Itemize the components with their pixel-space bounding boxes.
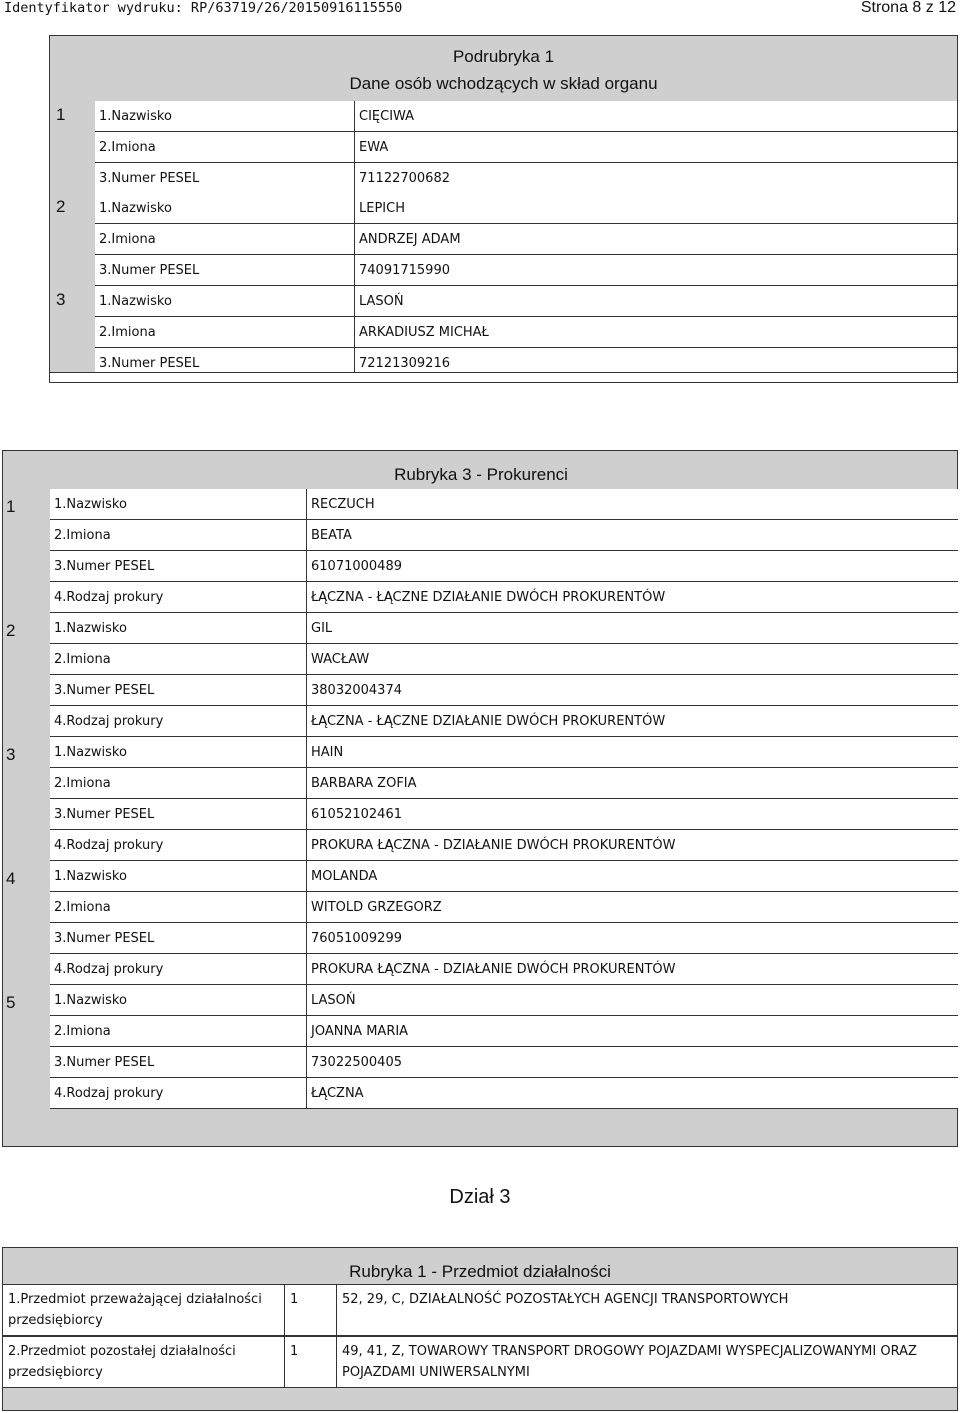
field-label: 3.Numer PESEL (50, 799, 307, 830)
field-value: 71122700682 (355, 163, 957, 194)
field-label: 2.Imiona (95, 132, 355, 163)
field-label: 4.Rodzaj prokury (50, 582, 307, 613)
field-value: 61052102461 (307, 799, 958, 830)
section-title: Rubryka 1 - Przedmiot działalności (349, 1262, 611, 1281)
field-value: PROKURA ŁĄCZNA - DZIAŁANIE DWÓCH PROKURENTÓW (307, 830, 958, 861)
field-label: 2.Imiona (95, 224, 355, 255)
table-row (50, 582, 958, 613)
table-row (95, 193, 957, 224)
field-value: JOANNA MARIA (307, 1016, 958, 1047)
person-number: 3 (6, 745, 16, 764)
person-number: 2 (56, 197, 66, 216)
activity-label-line2: przedsiębiorcy (8, 1313, 103, 1328)
field-value: RECZUCH (307, 489, 958, 520)
table-row (50, 489, 958, 520)
person-number: 1 (6, 497, 16, 516)
table-row (50, 768, 958, 799)
table-row (50, 551, 958, 582)
field-label: 4.Rodzaj prokury (50, 1078, 307, 1109)
field-value: MOLANDA (307, 861, 958, 892)
print-identifier: Identyfikator wydruku: RP/63719/26/20150916115550 (4, 0, 403, 16)
table-row (50, 923, 958, 954)
table-row (50, 520, 958, 551)
field-label: 1.Nazwisko (50, 861, 307, 892)
field-value: HAIN (307, 737, 958, 768)
field-value: 61071000489 (307, 551, 958, 582)
field-label: 1.Nazwisko (50, 613, 307, 644)
field-label: 4.Rodzaj prokury (50, 830, 307, 861)
field-label: 2.Imiona (50, 892, 307, 923)
activity-value-line1: 52, 29, C, DZIAŁALNOŚĆ POZOSTAŁYCH AGENCJI TRANSPORTOWYCH (342, 1292, 789, 1307)
field-label: 1.Nazwisko (95, 193, 355, 224)
field-value: ŁĄCZNA - ŁĄCZNE DZIAŁANIE DWÓCH PROKURENTÓW (307, 706, 958, 737)
section-subtitle: Dane osób wchodzących w skład organu (349, 74, 658, 93)
field-label: 3.Numer PESEL (95, 348, 355, 379)
field-label: 3.Numer PESEL (50, 923, 307, 954)
table-row (50, 954, 958, 985)
activity-label-line1: 1.Przedmiot przeważającej działalności (8, 1292, 262, 1307)
activity-label-line2: przedsiębiorcy (8, 1365, 103, 1380)
page-number: Strona 8 z 12 (860, 0, 956, 16)
field-value: LASOŃ (307, 985, 958, 1016)
table-row (95, 101, 957, 132)
person-number: 5 (6, 993, 16, 1012)
field-label: 1.Nazwisko (50, 737, 307, 768)
table-row (50, 1047, 958, 1078)
table-row (50, 1078, 958, 1109)
field-value: LASOŃ (355, 286, 957, 317)
activity-label (2, 1284, 285, 1336)
field-label: 3.Numer PESEL (95, 255, 355, 286)
field-value: GIL (307, 613, 958, 644)
field-label: 3.Numer PESEL (50, 551, 307, 582)
section-title: Podrubryka 1 (452, 47, 555, 66)
field-value: ANDRZEJ ADAM (355, 224, 957, 255)
field-value: PROKURA ŁĄCZNA - DZIAŁANIE DWÓCH PROKURENTÓW (307, 954, 958, 985)
activity-value (336, 1336, 958, 1388)
field-value: EWA (355, 132, 957, 163)
field-value: ARKADIUSZ MICHAŁ (355, 317, 957, 348)
person-number: 1 (56, 105, 66, 124)
table-row (50, 613, 958, 644)
table-row (50, 985, 958, 1016)
activity-value-line2: POJAZDAMI UNIWERSALNYMI (342, 1365, 530, 1380)
field-value: CIĘCIWA (355, 101, 957, 132)
field-value: 72121309216 (355, 348, 957, 379)
field-value: BEATA (307, 520, 958, 551)
table-row (95, 224, 957, 255)
table-row (50, 644, 958, 675)
table-row (95, 132, 957, 163)
field-value: BARBARA ZOFIA (307, 768, 958, 799)
table-row (95, 317, 957, 348)
field-label: 2.Imiona (50, 1016, 307, 1047)
field-label: 4.Rodzaj prokury (50, 706, 307, 737)
table-row (50, 1016, 958, 1047)
person-number: 4 (6, 869, 16, 888)
field-label: 1.Nazwisko (50, 985, 307, 1016)
field-label: 2.Imiona (95, 317, 355, 348)
table-row (50, 830, 958, 861)
person-number: 2 (6, 621, 16, 640)
section-organ-members (49, 35, 958, 383)
field-value: 38032004374 (307, 675, 958, 706)
table-row (50, 892, 958, 923)
table-row (50, 861, 958, 892)
activity-value (336, 1284, 958, 1336)
blank-row (49, 372, 958, 383)
field-label: 3.Numer PESEL (95, 163, 355, 194)
field-label: 2.Imiona (50, 644, 307, 675)
activity-value-line1: 49, 41, Z, TOWAROWY TRANSPORT DROGOWY POJAZDAMI WYSPECJALIZOWANYMI ORAZ (342, 1344, 917, 1359)
table-row (95, 255, 957, 286)
section-heading-dzial: Dział 3 (449, 1186, 511, 1208)
field-label: 1.Nazwisko (95, 286, 355, 317)
table-row (95, 286, 957, 317)
field-value: WITOLD GRZEGORZ (307, 892, 958, 923)
field-value: ŁĄCZNA - ŁĄCZNE DZIAŁANIE DWÓCH PROKURENTÓW (307, 582, 958, 613)
activity-label (2, 1336, 285, 1388)
table-row (50, 737, 958, 768)
field-label: 3.Numer PESEL (50, 675, 307, 706)
person-number: 3 (56, 290, 66, 309)
field-value: 73022500405 (307, 1047, 958, 1078)
table-row (50, 706, 958, 737)
field-value: 76051009299 (307, 923, 958, 954)
field-value: 74091715990 (355, 255, 957, 286)
field-label: 2.Imiona (50, 768, 307, 799)
activity-number: 1 (284, 1284, 337, 1336)
activity-number: 1 (284, 1336, 337, 1388)
table-row (50, 675, 958, 706)
field-value: ŁĄCZNA (307, 1078, 958, 1109)
activity-label-line1: 2.Przedmiot pozostałej działalności (8, 1344, 236, 1359)
table-row (95, 163, 957, 194)
field-value: LEPICH (355, 193, 957, 224)
field-label: 1.Nazwisko (95, 101, 355, 132)
field-label: 3.Numer PESEL (50, 1047, 307, 1078)
field-label: 2.Imiona (50, 520, 307, 551)
table-row (50, 799, 958, 830)
field-value: WACŁAW (307, 644, 958, 675)
field-label: 4.Rodzaj prokury (50, 954, 307, 985)
section-title: Rubryka 3 - Prokurenci (394, 465, 568, 484)
field-label: 1.Nazwisko (50, 489, 307, 520)
